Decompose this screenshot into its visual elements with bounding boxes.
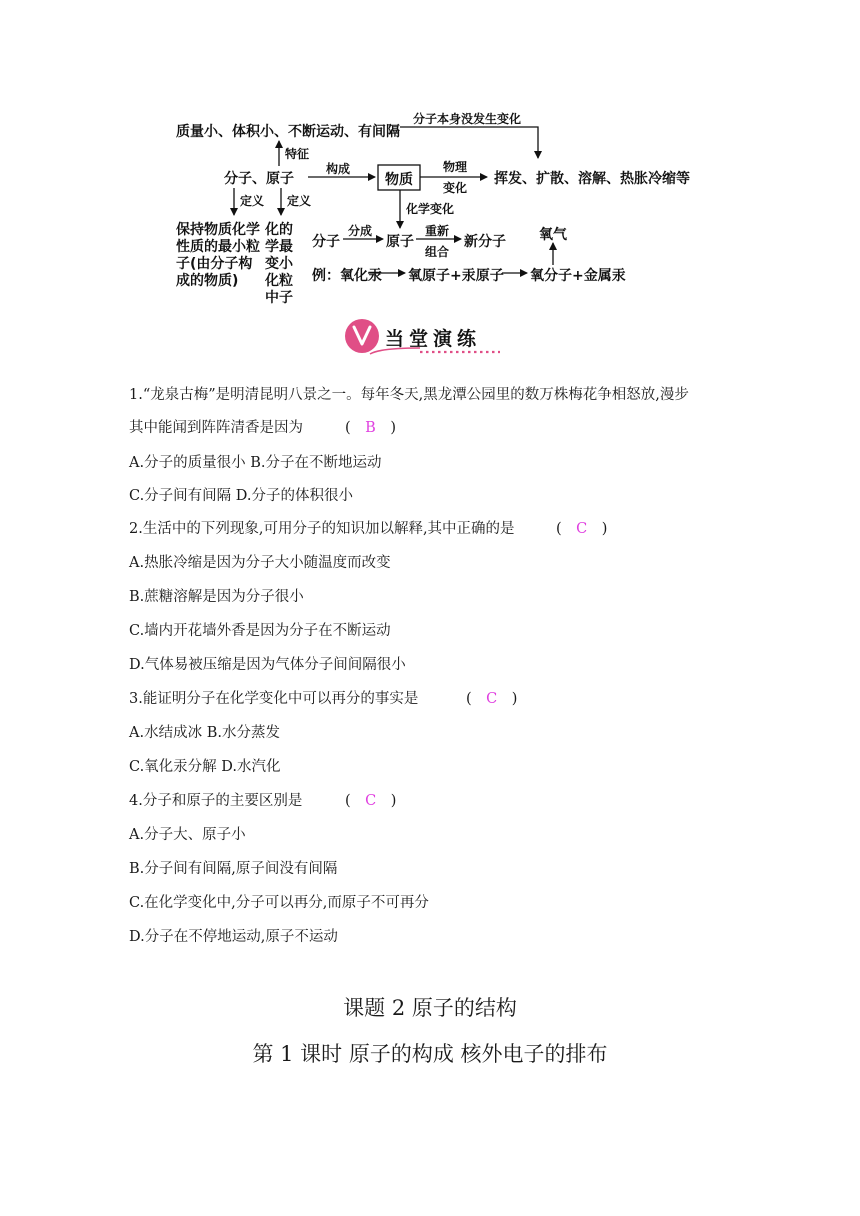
- q2-option-c: C.墙内开花墙外香是因为分子在不断运动: [129, 623, 391, 639]
- atom-node: 原子: [386, 234, 414, 250]
- q4-option-b: B.分子间有间隔,原子间没有间隔: [129, 861, 338, 877]
- example-label: 例：氧化汞: [312, 268, 382, 284]
- atom-def-line-4: 化粒: [265, 273, 293, 289]
- q4-answer: C: [365, 793, 377, 809]
- atom-def-line-3: 变小: [265, 256, 293, 272]
- q4-stem: 4.分子和原子的主要区别是: [129, 793, 303, 809]
- q1-option-line-1: A.分子的质量很小 B.分子在不断地运动: [129, 455, 382, 471]
- q1-stem-line-1: 1.“龙泉古梅”是明清昆明八景之一。每年冬天,黑龙潭公园里的数万株梅花争相怒放,漫步: [129, 387, 689, 403]
- substance-box: 物质: [385, 172, 413, 188]
- q3-answer: C: [486, 691, 498, 707]
- q1-option-line-2: C.分子间有间隔 D.分子的体积很小: [129, 488, 354, 504]
- q4-option-c: C.在化学变化中,分子可以再分,而原子不可再分: [129, 895, 429, 911]
- q3-answer-bracket: ( C ): [466, 691, 518, 707]
- feature-label: 特征: [285, 147, 310, 161]
- new-molecule-node: 新分子: [464, 234, 506, 250]
- molecule-def-line-1: 保持物质化学: [176, 222, 260, 238]
- molecule-def-line-2: 性质的最小粒: [176, 239, 260, 255]
- recombine-label-2: 组合: [425, 245, 450, 259]
- banner-title: 当堂演练: [385, 328, 482, 350]
- q2-stem: 2.生活中的下列现象,可用分子的知识加以解释,其中正确的是: [129, 521, 515, 537]
- molecule-atom-label: 分子、原子: [224, 171, 294, 187]
- q4-answer-bracket: ( C ): [345, 793, 397, 809]
- section-title: 课题 2 原子的结构: [343, 996, 517, 1020]
- q4-option-d: D.分子在不停地运动,原子不运动: [129, 929, 338, 945]
- q2-answer: C: [576, 521, 588, 537]
- q2-option-a: A.热胀冷缩是因为分子大小随温度而改变: [129, 555, 391, 571]
- no-change-label: 分子本身没发生变化: [413, 112, 522, 126]
- atom-def-line-5: 中子: [265, 290, 293, 306]
- molecule-def-line-4: 成的物质): [176, 273, 239, 289]
- molecule-def-line-3: 子(由分子构: [176, 256, 253, 272]
- atom-def-line-2: 学最: [265, 239, 293, 255]
- recombine-label-1: 重新: [425, 224, 450, 238]
- split-label: 分成: [348, 224, 373, 238]
- q3-option-line-2: C.氧化汞分解 D.水汽化: [129, 759, 281, 775]
- molecule-node: 分子: [312, 234, 340, 250]
- q2-option-d: D.气体易被压缩是因为气体分子间间隔很小: [129, 657, 406, 673]
- atoms-label: 氧原子+汞原子: [408, 268, 504, 284]
- products-label: 氧分子+金属汞: [530, 268, 626, 284]
- q2-option-b: B.蔗糖溶解是因为分子很小: [129, 589, 304, 605]
- phenomena-label: 挥发、扩散、溶解、热胀冷缩等: [494, 171, 690, 187]
- physical-label: 物理: [443, 160, 468, 174]
- q3-option-line-1: A.水结成冰 B.水分蒸发: [129, 725, 280, 741]
- banner-decoration: [0, 0, 860, 380]
- atom-def-line-1: 化的: [265, 222, 293, 238]
- q4-option-a: A.分子大、原子小: [129, 827, 246, 843]
- change-label: 变化: [443, 181, 468, 195]
- properties-label: 质量小、体积小、不断运动、有间隔: [176, 124, 400, 140]
- definition-label-1: 定义: [240, 194, 265, 208]
- chemical-change-label: 化学变化: [406, 202, 455, 216]
- q1-answer: B: [365, 420, 376, 436]
- q2-answer-bracket: ( C ): [556, 521, 608, 537]
- q1-stem-line-2: 其中能闻到阵阵清香是因为: [129, 420, 303, 436]
- q3-stem: 3.能证明分子在化学变化中可以再分的事实是: [129, 691, 419, 707]
- definition-label-2: 定义: [287, 194, 312, 208]
- oxygen-label: 氧气: [539, 227, 567, 243]
- section-subtitle: 第 1 课时 原子的构成 核外电子的排布: [252, 1042, 608, 1066]
- q1-answer-bracket: ( B ): [345, 420, 396, 436]
- constitute-label: 构成: [326, 162, 351, 176]
